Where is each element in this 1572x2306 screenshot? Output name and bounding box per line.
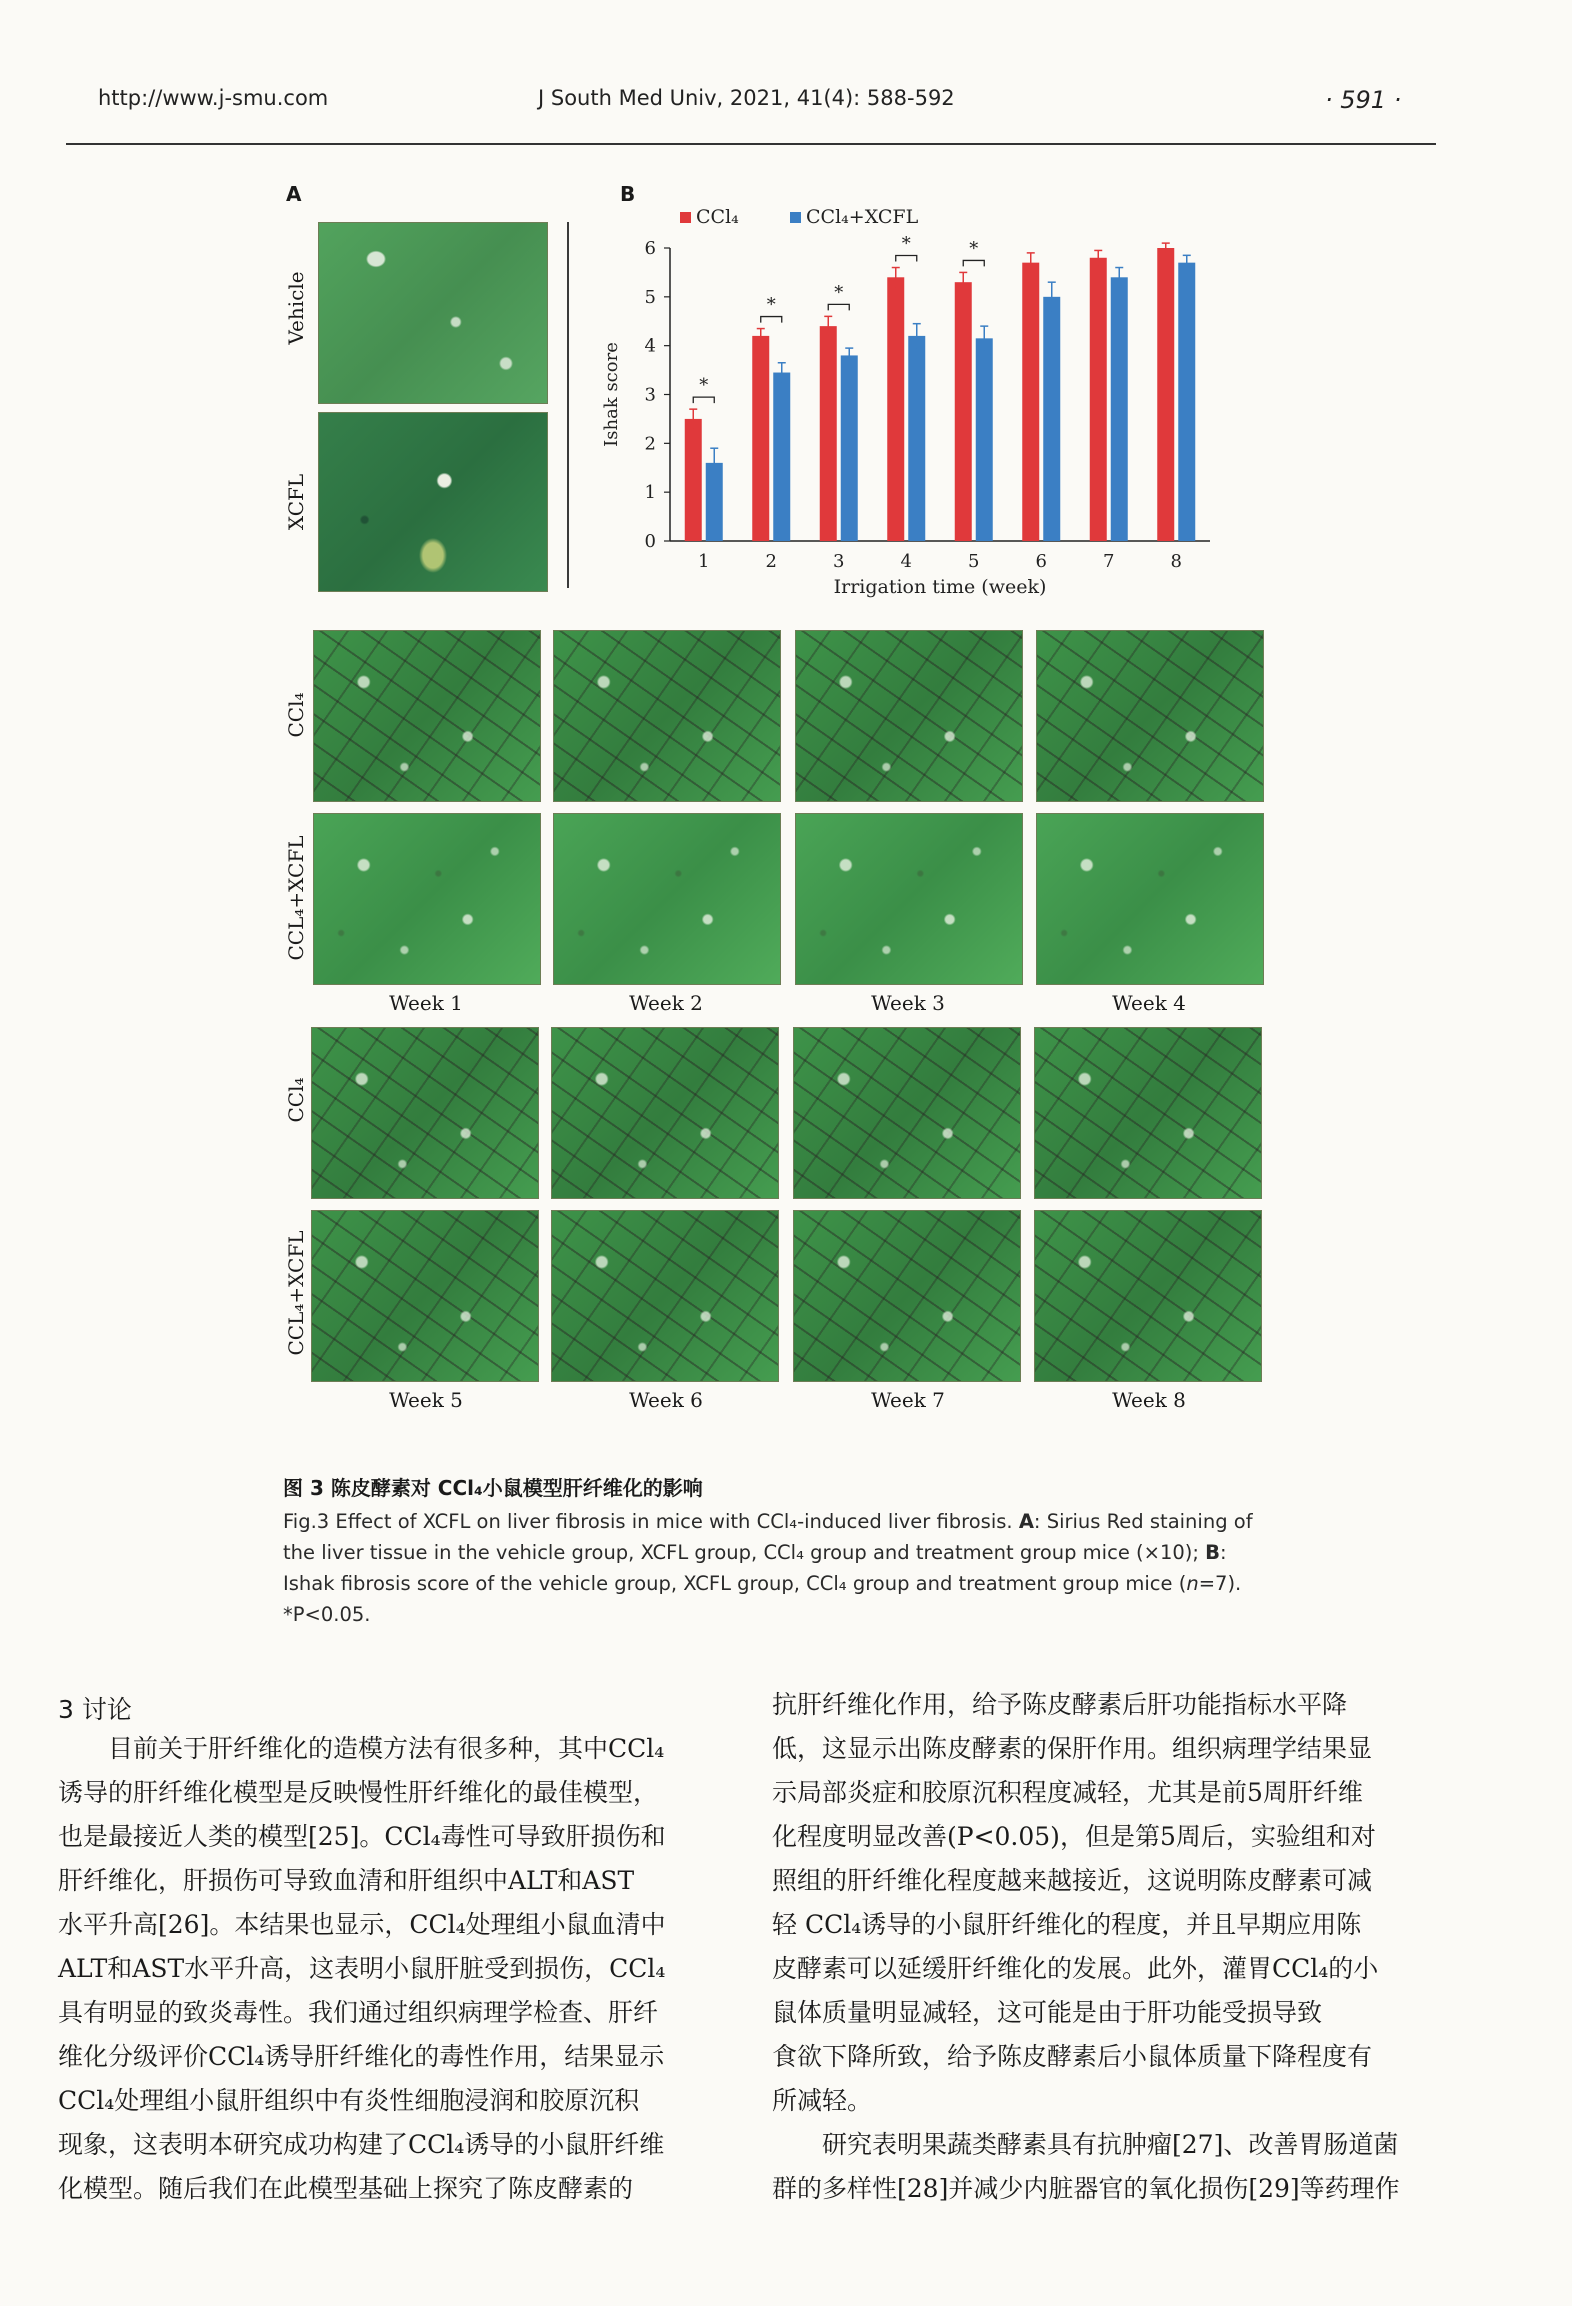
x-tick-label: 3 xyxy=(833,551,845,572)
x-tick-label: 8 xyxy=(1170,551,1182,572)
row-label-ccl4-xcfl-top: CCL₄+XCFL xyxy=(284,835,308,961)
text-line: 维化分级评价CCl₄诱导肝纤维化的毒性作用，结果显示 xyxy=(58,2042,665,2071)
micrograph-vehicle xyxy=(318,222,548,404)
micrograph-ccl4-xcfl-week4 xyxy=(1036,813,1264,985)
week-label-8: Week 8 xyxy=(1112,1388,1186,1412)
text-line: 现象，这表明本研究成功构建了CCl₄诱导的小鼠肝纤维 xyxy=(58,2130,665,2159)
right-column-text xyxy=(772,1683,1432,2211)
header-page-number: · 591 · xyxy=(1325,86,1402,114)
text-line: 群的多样性[28]并减少内脏器官的氧化损伤[29]等药理作 xyxy=(772,2174,1400,2203)
text-line: 低，这显示出陈皮酵素的保肝作用。组织病理学结果显 xyxy=(772,1734,1373,1763)
left-column-text xyxy=(58,1727,718,2211)
significance-marker: * xyxy=(834,282,844,304)
panel-b-label: B xyxy=(620,182,636,206)
figure-caption-english xyxy=(283,1506,1273,1630)
y-tick-label: 4 xyxy=(644,335,656,357)
significance-marker: * xyxy=(901,233,911,255)
bar-ccl4-week3 xyxy=(820,326,837,541)
micrograph-ccl4-week5 xyxy=(311,1027,539,1199)
text-line: 水平升高[26]。本结果也显示，CCl₄处理组小鼠血清中 xyxy=(58,1910,666,1939)
x-tick-label: 1 xyxy=(698,551,710,572)
text-line: 照组的肝纤维化程度越来越接近，这说明陈皮酵素可减 xyxy=(772,1866,1373,1895)
text-line: 诱导的肝纤维化模型是反映慢性肝纤维化的最佳模型， xyxy=(58,1778,659,1807)
row-label-xcfl: XCFL xyxy=(284,473,308,531)
bar-ccl4-xcfl-week4 xyxy=(908,336,925,541)
panel-separator xyxy=(567,222,569,588)
week-label-7: Week 7 xyxy=(871,1388,945,1412)
x-tick-label: 4 xyxy=(900,551,912,572)
text-line: 示局部炎症和胶原沉积程度减轻，尤其是前5周肝纤维 xyxy=(772,1778,1363,1807)
text-line: 抗肝纤维化作用，给予陈皮酵素后肝功能指标水平降 xyxy=(772,1690,1348,1719)
bar-ccl4-week6 xyxy=(1022,263,1039,541)
panel-a-label: A xyxy=(286,182,302,206)
bar-ccl4-xcfl-week2 xyxy=(773,373,790,541)
bar-ccl4-week5 xyxy=(955,282,972,541)
bar-ccl4-xcfl-week3 xyxy=(841,355,858,541)
micrograph-ccl4-xcfl-week7 xyxy=(793,1210,1021,1382)
micrograph-ccl4-xcfl-week3 xyxy=(795,813,1023,985)
y-tick-label: 2 xyxy=(644,433,656,455)
micrograph-ccl4-week2 xyxy=(553,630,781,802)
y-tick-label: 1 xyxy=(644,482,656,504)
ishak-score-bar-chart xyxy=(590,196,1230,616)
x-axis-title: Irrigation time (week) xyxy=(833,576,1047,598)
figure-caption-chinese: 图 3 陈皮酵素对 CCl₄小鼠模型肝纤维化的影响 xyxy=(283,1476,703,1500)
bar-ccl4-xcfl-week8 xyxy=(1178,263,1195,541)
header-journal-citation: J South Med Univ, 2021, 41(4): 588-592 xyxy=(538,86,955,110)
micrograph-ccl4-xcfl-week6 xyxy=(551,1210,779,1382)
bar-ccl4-xcfl-week7 xyxy=(1111,277,1128,541)
y-axis-title: Ishak score xyxy=(601,342,622,447)
text-line: ALT和AST水平升高，这表明小鼠肝脏受到损伤，CCl₄ xyxy=(58,1954,666,1983)
significance-marker: * xyxy=(766,294,776,316)
text-line: 皮酵素可以延缓肝纤维化的发展。此外，灌胃CCl₄的小 xyxy=(772,1954,1379,1983)
text-line: CCl₄处理组小鼠肝组织中有炎性细胞浸润和胶原沉积 xyxy=(58,2086,640,2115)
micrograph-ccl4-week8 xyxy=(1034,1027,1262,1199)
text-line: 化程度明显改善(P<0.05)，但是第5周后，实验组和对 xyxy=(772,1822,1376,1851)
micrograph-ccl4-xcfl-week8 xyxy=(1034,1210,1262,1382)
micrograph-xcfl xyxy=(318,412,548,592)
micrograph-ccl4-week7 xyxy=(793,1027,1021,1199)
text-line: 化模型。随后我们在此模型基础上探究了陈皮酵素的 xyxy=(58,2174,634,2203)
bar-ccl4-week1 xyxy=(685,419,702,541)
caption-prefix: Fig.3 Effect of XCFL on liver fibrosis in mice with CCl₄-induced liver fibrosis. xyxy=(283,1510,1019,1533)
legend-label-0: CCl₄ xyxy=(696,206,739,228)
bar-ccl4-week8 xyxy=(1157,248,1174,541)
y-tick-label: 6 xyxy=(644,238,656,259)
legend-swatch-0 xyxy=(680,212,691,223)
week-label-1: Week 1 xyxy=(389,991,463,1015)
caption-mid: : Sirius Red staining of the liver tissue in the vehicle group, XCFL group, CCl₄ group and treatment group mice (×10); xyxy=(283,1510,1253,1564)
micrograph-ccl4-xcfl-week5 xyxy=(311,1210,539,1382)
caption-panel-a: A xyxy=(1018,1510,1034,1533)
bar-ccl4-week2 xyxy=(752,336,769,541)
significance-marker: * xyxy=(699,375,709,397)
bar-ccl4-week7 xyxy=(1090,258,1107,541)
text-line: 鼠体质量明显减轻，这可能是由于肝功能受损导致 xyxy=(772,1998,1323,2027)
text-line: 肝纤维化，肝损伤可导致血清和肝组织中ALT和AST xyxy=(58,1866,635,1895)
week-label-2: Week 2 xyxy=(629,991,703,1015)
y-tick-label: 3 xyxy=(644,384,656,406)
week-label-4: Week 4 xyxy=(1112,991,1186,1015)
text-line: 轻 CCl₄诱导的小鼠肝纤维化的程度，并且早期应用陈 xyxy=(772,1910,1362,1939)
row-label-ccl4-xcfl-bottom: CCL₄+XCFL xyxy=(284,1230,308,1356)
significance-bracket xyxy=(963,260,984,266)
bar-ccl4-xcfl-week6 xyxy=(1043,297,1060,541)
week-label-6: Week 6 xyxy=(629,1388,703,1412)
header-rule xyxy=(66,143,1436,145)
significance-marker: * xyxy=(969,238,979,260)
week-label-5: Week 5 xyxy=(389,1388,463,1412)
text-line: 目前关于肝纤维化的造模方法有很多种，其中CCl₄ xyxy=(108,1734,665,1763)
row-label-vehicle: Vehicle xyxy=(284,271,308,345)
week-label-3: Week 3 xyxy=(871,991,945,1015)
significance-bracket xyxy=(693,397,714,403)
micrograph-ccl4-xcfl-week1 xyxy=(313,813,541,985)
legend-label-1: CCl₄+XCFL xyxy=(806,206,919,228)
row-label-ccl4-top: CCl₄ xyxy=(284,692,308,738)
header-url[interactable]: http://www.j-smu.com xyxy=(98,86,329,110)
text-line: 也是最接近人类的模型[25]。CCl₄毒性可导致肝损伤和 xyxy=(58,1822,666,1851)
text-line: 所减轻。 xyxy=(772,2086,873,2115)
micrograph-ccl4-xcfl-week2 xyxy=(553,813,781,985)
significance-bracket xyxy=(896,256,917,262)
text-line: 研究表明果蔬类酵素具有抗肿瘤[27]、改善胃肠道菌 xyxy=(822,2130,1399,2159)
text-line: 食欲下降所致，给予陈皮酵素后小鼠体质量下降程度有 xyxy=(772,2042,1373,2071)
x-tick-label: 5 xyxy=(968,551,980,572)
caption-n-value: =7). xyxy=(1198,1572,1242,1595)
caption-end: : Ishak fibrosis score of the vehicle group, XCFL group, CCl₄ group and treatment group mice ( xyxy=(283,1541,1227,1595)
x-tick-label: 2 xyxy=(765,551,777,572)
micrograph-ccl4-week1 xyxy=(313,630,541,802)
x-tick-label: 7 xyxy=(1103,551,1115,572)
caption-n: n xyxy=(1186,1572,1199,1595)
bar-ccl4-xcfl-week5 xyxy=(976,338,993,541)
significance-bracket xyxy=(761,317,782,323)
text-line: 具有明显的致炎毒性。我们通过组织病理学检查、肝纤 xyxy=(58,1998,659,2027)
row-label-ccl4-bottom: CCl₄ xyxy=(284,1077,308,1123)
micrograph-ccl4-week3 xyxy=(795,630,1023,802)
legend-swatch-1 xyxy=(790,212,801,223)
micrograph-ccl4-week6 xyxy=(551,1027,779,1199)
micrograph-ccl4-week4 xyxy=(1036,630,1264,802)
y-tick-label: 5 xyxy=(644,286,656,308)
bar-ccl4-week4 xyxy=(887,277,904,541)
significance-bracket xyxy=(828,304,849,310)
caption-panel-b: B xyxy=(1205,1541,1221,1564)
x-tick-label: 6 xyxy=(1035,551,1047,572)
caption-significance: *P<0.05. xyxy=(283,1603,371,1626)
section-title: 3 讨论 xyxy=(58,1695,132,1724)
y-tick-label: 0 xyxy=(644,531,656,552)
